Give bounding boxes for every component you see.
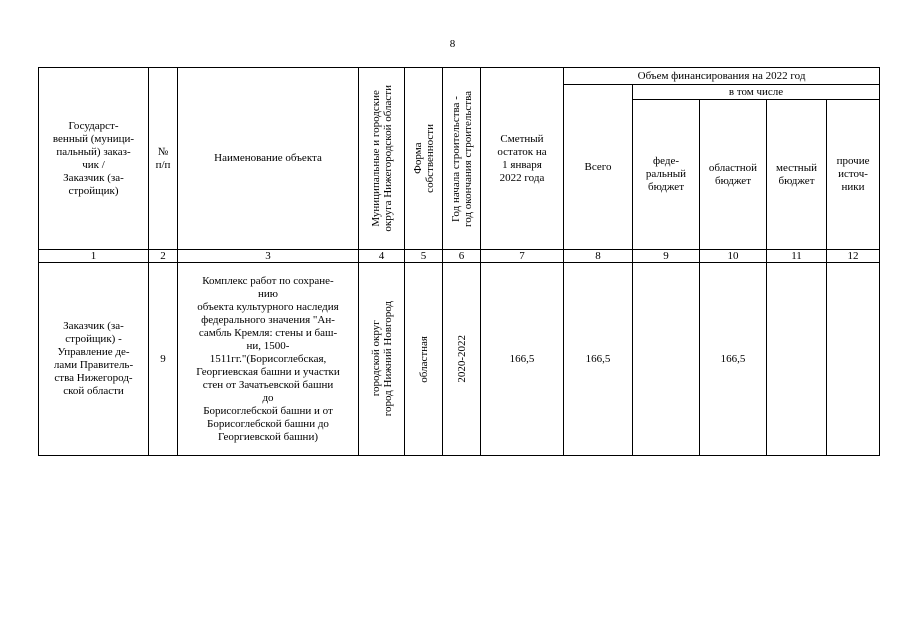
column-number: 10 bbox=[700, 250, 767, 263]
customer-cell: Заказчик (за- стройщик) - Управление де- лами Правитель- ства Нижегород- ской области bbox=[39, 263, 149, 456]
column-number: 12 bbox=[827, 250, 880, 263]
column-number: 6 bbox=[443, 250, 481, 263]
years-cell: 2020-2022 bbox=[443, 263, 481, 456]
header-estimated-balance: Сметный остаток на 1 января 2022 года bbox=[481, 68, 564, 250]
object-name-cell: Комплекс работ по сохране- нию объекта культурного наследия федерального значения "Ан- самбль Кремля: стены и баш- ни, 1500- 1511гг."(Борисоглебская, Георгиевская башни и участки стен от Зачатьевской башни до Борисоглебской башни и от Борисоглебской башни до Георгиевской башни) bbox=[178, 263, 359, 456]
estimated-balance-cell: 166,5 bbox=[481, 263, 564, 456]
municipality-cell: городской округ город Нижний Новгород bbox=[359, 263, 405, 456]
column-numbers-row bbox=[39, 250, 880, 263]
column-number: 7 bbox=[481, 250, 564, 263]
column-number: 9 bbox=[633, 250, 700, 263]
header-object-name: Наименование объекта bbox=[178, 68, 359, 250]
column-number: 2 bbox=[149, 250, 178, 263]
column-number: 5 bbox=[405, 250, 443, 263]
local-cell bbox=[767, 263, 827, 456]
column-number: 11 bbox=[767, 250, 827, 263]
header-funding-group: Объем финансирования на 2022 год bbox=[564, 68, 880, 85]
federal-cell bbox=[633, 263, 700, 456]
row-number-cell: 9 bbox=[149, 263, 178, 456]
regional-cell: 166,5 bbox=[700, 263, 767, 456]
header-local: местный бюджет bbox=[767, 100, 827, 250]
header-total: Всего bbox=[564, 85, 633, 250]
column-number: 3 bbox=[178, 250, 359, 263]
header-federal: феде- ральный бюджет bbox=[633, 100, 700, 250]
other-cell bbox=[827, 263, 880, 456]
column-number: 1 bbox=[39, 250, 149, 263]
column-number: 8 bbox=[564, 250, 633, 263]
header-including: в том числе bbox=[633, 85, 880, 100]
header-number: № п/п bbox=[149, 68, 178, 250]
total-cell: 166,5 bbox=[564, 263, 633, 456]
table-row bbox=[39, 263, 880, 456]
page-number: 8 bbox=[449, 38, 456, 50]
column-number: 4 bbox=[359, 250, 405, 263]
header-customer: Государст- венный (муници- пальный) заказ- чик / Заказчик (за- стройщик) bbox=[39, 68, 149, 250]
header-other: прочие источ- ники bbox=[827, 100, 880, 250]
header-years: Год начала строительства - год окончания строительства bbox=[443, 68, 481, 250]
ownership-cell: областная bbox=[405, 263, 443, 456]
financing-table bbox=[38, 67, 880, 456]
header-regional: областной бюджет bbox=[700, 100, 767, 250]
header-ownership: Форма собственности bbox=[405, 68, 443, 250]
header-municipality: Муниципальные и городские округа Нижегородской области bbox=[359, 68, 405, 250]
